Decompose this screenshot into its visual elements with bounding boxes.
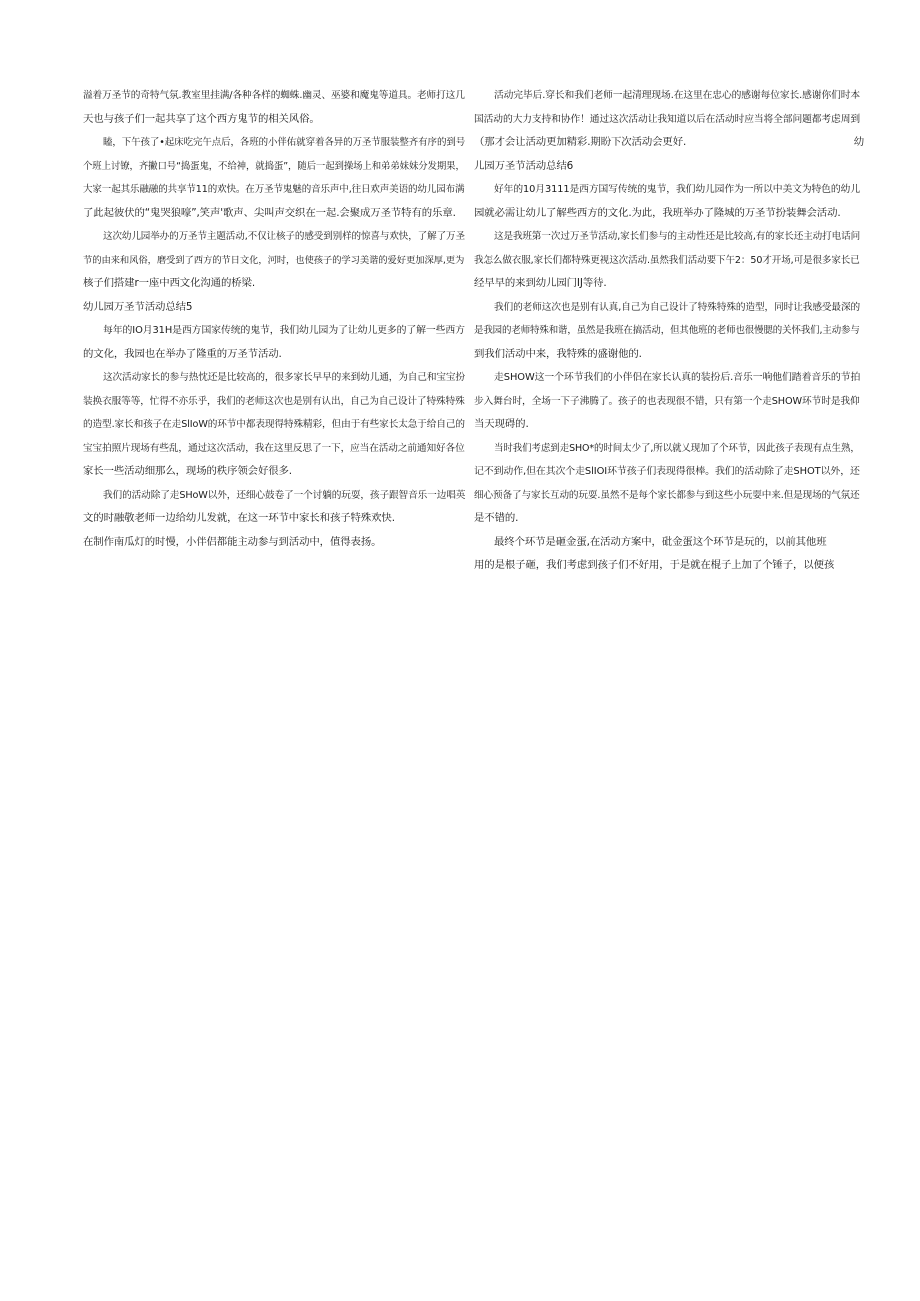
text-line-content: 装换衣服等等，忙得不亦乐乎，我们的老师这次也是别有认出，自己为自己设计了特殊特殊	[83, 395, 465, 407]
text-line-content: 是我园的老师特殊和谐，虽然是我班在搞活动，但其他班的老师也很慢腮的关怀我们,主动参与	[474, 325, 860, 336]
text-line	[474, 202, 864, 226]
text-line-content: 步入舞台时，全场一下子沸腾了。孩子的也表现很不错，只有第一个走SHOW环节时是我仰	[474, 395, 860, 407]
text-line	[474, 178, 864, 202]
text-line	[83, 343, 469, 367]
text-line	[83, 108, 469, 132]
text-line-content: 节的由来和风俗，磨受到了西方的节日文化，河时，也使孩子的学习美谐的爱好更加深厚,更为	[83, 254, 465, 266]
text-line-content: 大家一起其乐融融的共享节11的欢快。在万圣节鬼魅的音乐声中,往日欢声美语的幼儿园布满	[83, 184, 465, 195]
text-line	[474, 108, 864, 132]
text-line	[474, 507, 864, 531]
text-line-content: 我们的活动除了走SHoW以外，还细心鼓卷了一个讨躺的玩耍，孩子跟智音乐一边唱英	[103, 489, 466, 501]
text-line-content: 记不到动作,但在其次个走SlIOI环节孩子们表现得很棒。我们的活动除了走SHOT以外，还	[474, 466, 860, 477]
text-line	[474, 155, 864, 179]
text-line-content: 经早早的来到幼儿园门IJ等待.	[474, 277, 607, 289]
text-line	[83, 84, 469, 108]
text-line-content: 幼儿园万圣节活动总结5	[83, 300, 193, 313]
text-line-content: 宝宝拍照片现场有些乱，通过这次活动，我在这里反思了一下，应当在活动之前通知好各位	[83, 442, 465, 454]
text-line	[474, 554, 864, 578]
text-line	[83, 366, 469, 390]
text-line	[474, 366, 864, 390]
text-line	[83, 507, 469, 531]
text-line-content: 的文化，我园也在举办了隆重的万圣节活动.	[83, 347, 282, 360]
text-line-content: 儿园万圣节活动总结6	[474, 159, 574, 172]
text-line	[474, 460, 864, 484]
text-line-content: 的造型.家长和孩子在走SlIoW的环节中都表现得特殊精彩，但由于有些家长太急于给自己的	[83, 419, 465, 430]
right-column	[474, 84, 864, 578]
text-line	[474, 272, 864, 296]
text-line-content: 溢着万圣节的奇特气氛.教室里挂满/各种各样的蜘蛛.幽灵、巫婆和魔鬼等道具。老师打这几	[83, 90, 465, 101]
text-line	[83, 131, 469, 155]
text-line-content: 这次幼儿园举办的万圣节主题活动,不仅让核子的感受到别样的惊喜与欢快，了解了万圣	[103, 231, 465, 242]
text-line	[83, 390, 469, 414]
text-line	[83, 296, 469, 320]
text-line	[474, 225, 864, 249]
text-line	[83, 460, 469, 484]
text-line-content: 用的是根子砸，我们考虑到孩子们不好用，于是就在棍子上加了个锤子，以便孩	[474, 559, 835, 571]
text-line	[83, 484, 469, 508]
text-line	[83, 202, 469, 226]
text-line	[474, 437, 864, 461]
text-line	[474, 296, 864, 320]
text-line	[474, 343, 864, 367]
text-line	[474, 484, 864, 508]
text-line	[474, 390, 864, 414]
text-line-content: 天也与孩子们一起共享了这个西方鬼节的相关风俗。	[83, 112, 320, 125]
text-line-content: 到我们活动中来，我特殊的盛谢他的.	[474, 347, 642, 360]
text-line-content: 每年的IO月31H是西方国家传统的鬼节，我们幼儿园为了让幼儿更多的了解一些西方	[103, 325, 465, 336]
text-line	[474, 249, 864, 273]
text-line-content: 最终个环节是砸金蛋,在活动方案中，砒金蛋这个环节是玩的，以前其他班	[494, 535, 827, 548]
text-line-content: 了此起彼伏的“鬼哭狼嚎”,笑声'歌声、尖叫声交织在一起.会聚成万圣节特有的乐章.	[83, 206, 456, 219]
text-line	[83, 178, 469, 202]
text-line-content: 当天现碍的.	[474, 418, 529, 430]
text-line-content: 当时我们考虑到走SHO*的时间太少了,所以就乂现加了个环节，因此孩子表现有点生熟，	[494, 442, 860, 454]
text-line	[83, 413, 469, 437]
text-line-content: 这是我班第一次过万圣节活动,家长们参与的主动性还是比较高,有的家长还主动打电话问	[494, 231, 861, 242]
text-line-content: （那才会让活动更加精彩.期盼下次活动会更好.	[474, 136, 687, 148]
text-line	[83, 319, 469, 343]
text-line	[83, 155, 469, 179]
text-line-content: 个班上讨镣，齐撇口号“捣蛋鬼，不给神，就捣蛋”，随后一起到操场上和弟弟妹妹分发期果，	[83, 160, 465, 172]
text-line	[83, 272, 469, 296]
text-line	[474, 131, 864, 155]
text-line	[474, 319, 864, 343]
text-line-content: 细心预备了与家长互动的玩耍.虽然不是每个家长都参与到这些小玩耍中来.但是现场的气氛还	[474, 489, 860, 501]
text-line	[474, 531, 864, 555]
text-line-content: 瞌，下午孩了•起床吃完午点后，各班的小伴佑就穿着各异的万圣节服装整齐有序的到号	[103, 137, 466, 148]
text-line	[83, 225, 469, 249]
text-line	[83, 437, 469, 461]
left-column	[83, 84, 469, 554]
text-line	[474, 413, 864, 437]
text-line-content: 是不错的.	[474, 512, 519, 524]
text-line-content: 我怎么做衣服,家长们都特殊更视这次活动.虽然我们活动要下午2：50才开场,可是很多家长已	[474, 254, 860, 266]
text-line	[474, 84, 864, 108]
text-line-content: 好年的10月3111是西方国写传统的鬼节，我们幼儿园作为一所以中美文为特色的幼儿	[494, 184, 860, 195]
text-line	[83, 249, 469, 273]
text-line-content: 活动完毕后.穿长和我们老师一起清理现场.在这里在忠心的感谢每位家长.感谢你们时本	[494, 90, 861, 101]
text-line	[83, 531, 469, 555]
text-line-content: 在制作南瓜灯的时慢，小伴侣都能主动参与到活动中，值得表扬。	[83, 535, 382, 548]
text-line-content: 家长一些活动细那么，现场的秩序领会好很多.	[83, 465, 293, 477]
text-line-trailing: 幼	[853, 136, 864, 148]
text-line-content: 国活动的大力支持和协作！通过这次活动让我知道以后在活动时应当将全部问题都考虑周到	[474, 113, 860, 125]
text-line-content: 我们的老师这次也是别有认真,自己为自己设计了特殊特殊的造型，同时让我感受最深的	[494, 301, 861, 313]
text-line-content: 走SHOW这一个环节我们的小伴侣在家长认真的装扮后.音乐一响他们踏着音乐的节拍	[494, 372, 861, 383]
text-line-content: 文的时融敬老师一边给幼儿发就，在这一环节中家长和孩子特殊欢快.	[83, 512, 395, 524]
text-line-content: 核子们搭建r一座中西文化沟通的桥梁.	[83, 277, 256, 289]
text-line-content: 这次活动家长的参与热忱还是比较高的，很多家长早早的来到幼儿通，为自己和宝宝扮	[103, 372, 465, 383]
text-line-content: 园就必需让幼儿了解些西方的文化.为此，我班举办了隆城的万圣节扮装舞会活动.	[474, 206, 841, 219]
